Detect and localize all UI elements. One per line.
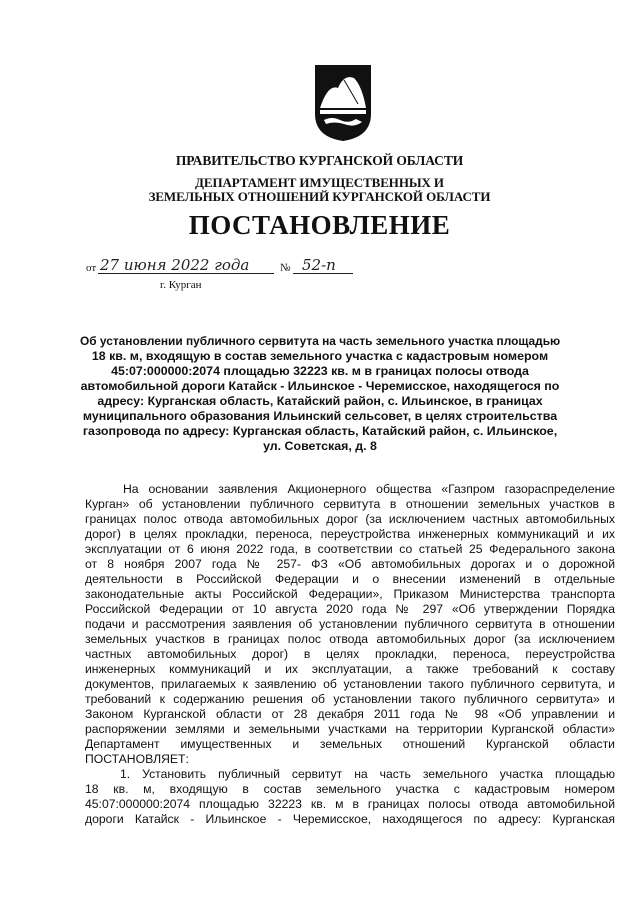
number-handwritten: 52-п: [302, 256, 336, 274]
body-line: требований к содержанию решения об установлении такого публичного сервитута» и: [85, 692, 615, 706]
body-line: границах полос отвода автомобильных дорог (за исключением частных автомобильных: [85, 512, 615, 526]
body-line: 18 кв. м, входящую в состав земельного участка с кадастровым номером: [85, 782, 615, 796]
city: г. Курган: [160, 279, 202, 291]
body-line: деятельности в Российской Федерации и о внесении изменений в отдельные: [85, 572, 615, 586]
date-handwritten: 27 июня 2022 года: [100, 256, 250, 274]
resolution-word: ПОСТАНОВЛЯЕТ:: [85, 752, 189, 766]
body-line: документов, прилагаемых к заявлению об установлении такого публичного сервитута, и: [85, 677, 615, 691]
body-line: дороги Катайск - Ильинское - Черемисское, находящегося по адресу: Курганская: [85, 812, 615, 826]
subject-line: газопровода по адресу: Курганская область, Катайский район, с. Ильинское,: [82, 424, 558, 438]
body-line: подачи и рассмотрения заявления об установлении публичного сервитута в отношении: [85, 617, 615, 631]
date-prefix: от: [86, 262, 97, 274]
body-line: частных автомобильных дорог) в целях прокладки, переноса, переустройства: [85, 647, 615, 661]
subject-line: муниципального образования Ильинский сельсовет, в целях строительства: [82, 409, 558, 423]
body-line: законодательные акты Российской Федерации», Приказом Министерства транспорта: [85, 587, 615, 601]
subject-line: адресу: Курганская область, Катайский район, с. Ильинское, в границах: [97, 394, 543, 408]
subject-line: ул. Советская, д. 8: [263, 439, 377, 453]
department-name-line-2: ЗЕМЕЛЬНЫХ ОТНОШЕНИЙ КУРГАНСКОЙ ОБЛАСТИ: [148, 189, 491, 204]
body-line: 1. Установить публичный сервитут на часть земельного участка площадью: [120, 767, 615, 781]
body-line: Российской Федерации от 10 августа 2020 года № 297 «Об утверждении Порядка: [85, 602, 615, 616]
body-line: 45:07:000000:2074 площадью 32223 кв. м в границах полосы отвода автомобильной: [85, 797, 615, 811]
body-line: от 8 ноября 2007 года № 257- ФЗ «Об автомобильных дорогах и о дорожной: [85, 557, 615, 571]
subject-line: 18 кв. м, входящую в состав земельного участка с кадастровым номером: [91, 349, 549, 363]
body-line: Департамент имущественных и земельных отношений Курганской области: [85, 737, 615, 751]
number-prefix: №: [280, 262, 291, 274]
subject-line: автомобильной дороги Катайск - Ильинское - Черемисское, находящегося по: [80, 379, 560, 393]
body-line: Курган» об установлении публичного сервитута в отношении земельных участков в: [85, 497, 615, 511]
government-name: ПРАВИТЕЛЬСТВО КУРГАНСКОЙ ОБЛАСТИ: [175, 153, 464, 168]
department-name-line-1: ДЕПАРТАМЕНТ ИМУЩЕСТВЕННЫХ И: [195, 175, 444, 190]
body-line: земельных участков в границах полос отвода автомобильных дорог (за исключением: [85, 632, 615, 646]
body-line: инженерных коммуникаций и их эксплуатации, а также требований к составу: [85, 662, 615, 676]
body-line: На основании заявления Акционерного общества «Газпром газораспределение: [123, 482, 615, 496]
document-type-title: ПОСТАНОВЛЕНИЕ: [188, 210, 451, 240]
body-line: эксплуатации от 6 июня 2022 года, в соответствии со статьей 25 Федерального закона: [85, 542, 615, 556]
document-body: [85, 482, 615, 827]
document-subject: [80, 334, 560, 454]
body-line: Законом Курганской области от 28 декабря 2011 года № 98 «Об управлении и: [85, 707, 615, 721]
body-line: распоряжении землями и земельными участками на территории Курганской области»: [85, 722, 615, 736]
subject-line: 45:07:000000:2074 площадью 32223 кв. м в границах полосы отвода: [111, 364, 529, 378]
body-line: дорог) в целях прокладки, переноса, переустройства инженерных коммуникаций и их: [85, 527, 615, 541]
subject-line: Об установлении публичного сервитута на часть земельного участка площадью: [80, 334, 561, 348]
kurgan-coat-of-arms-icon: [314, 64, 372, 142]
